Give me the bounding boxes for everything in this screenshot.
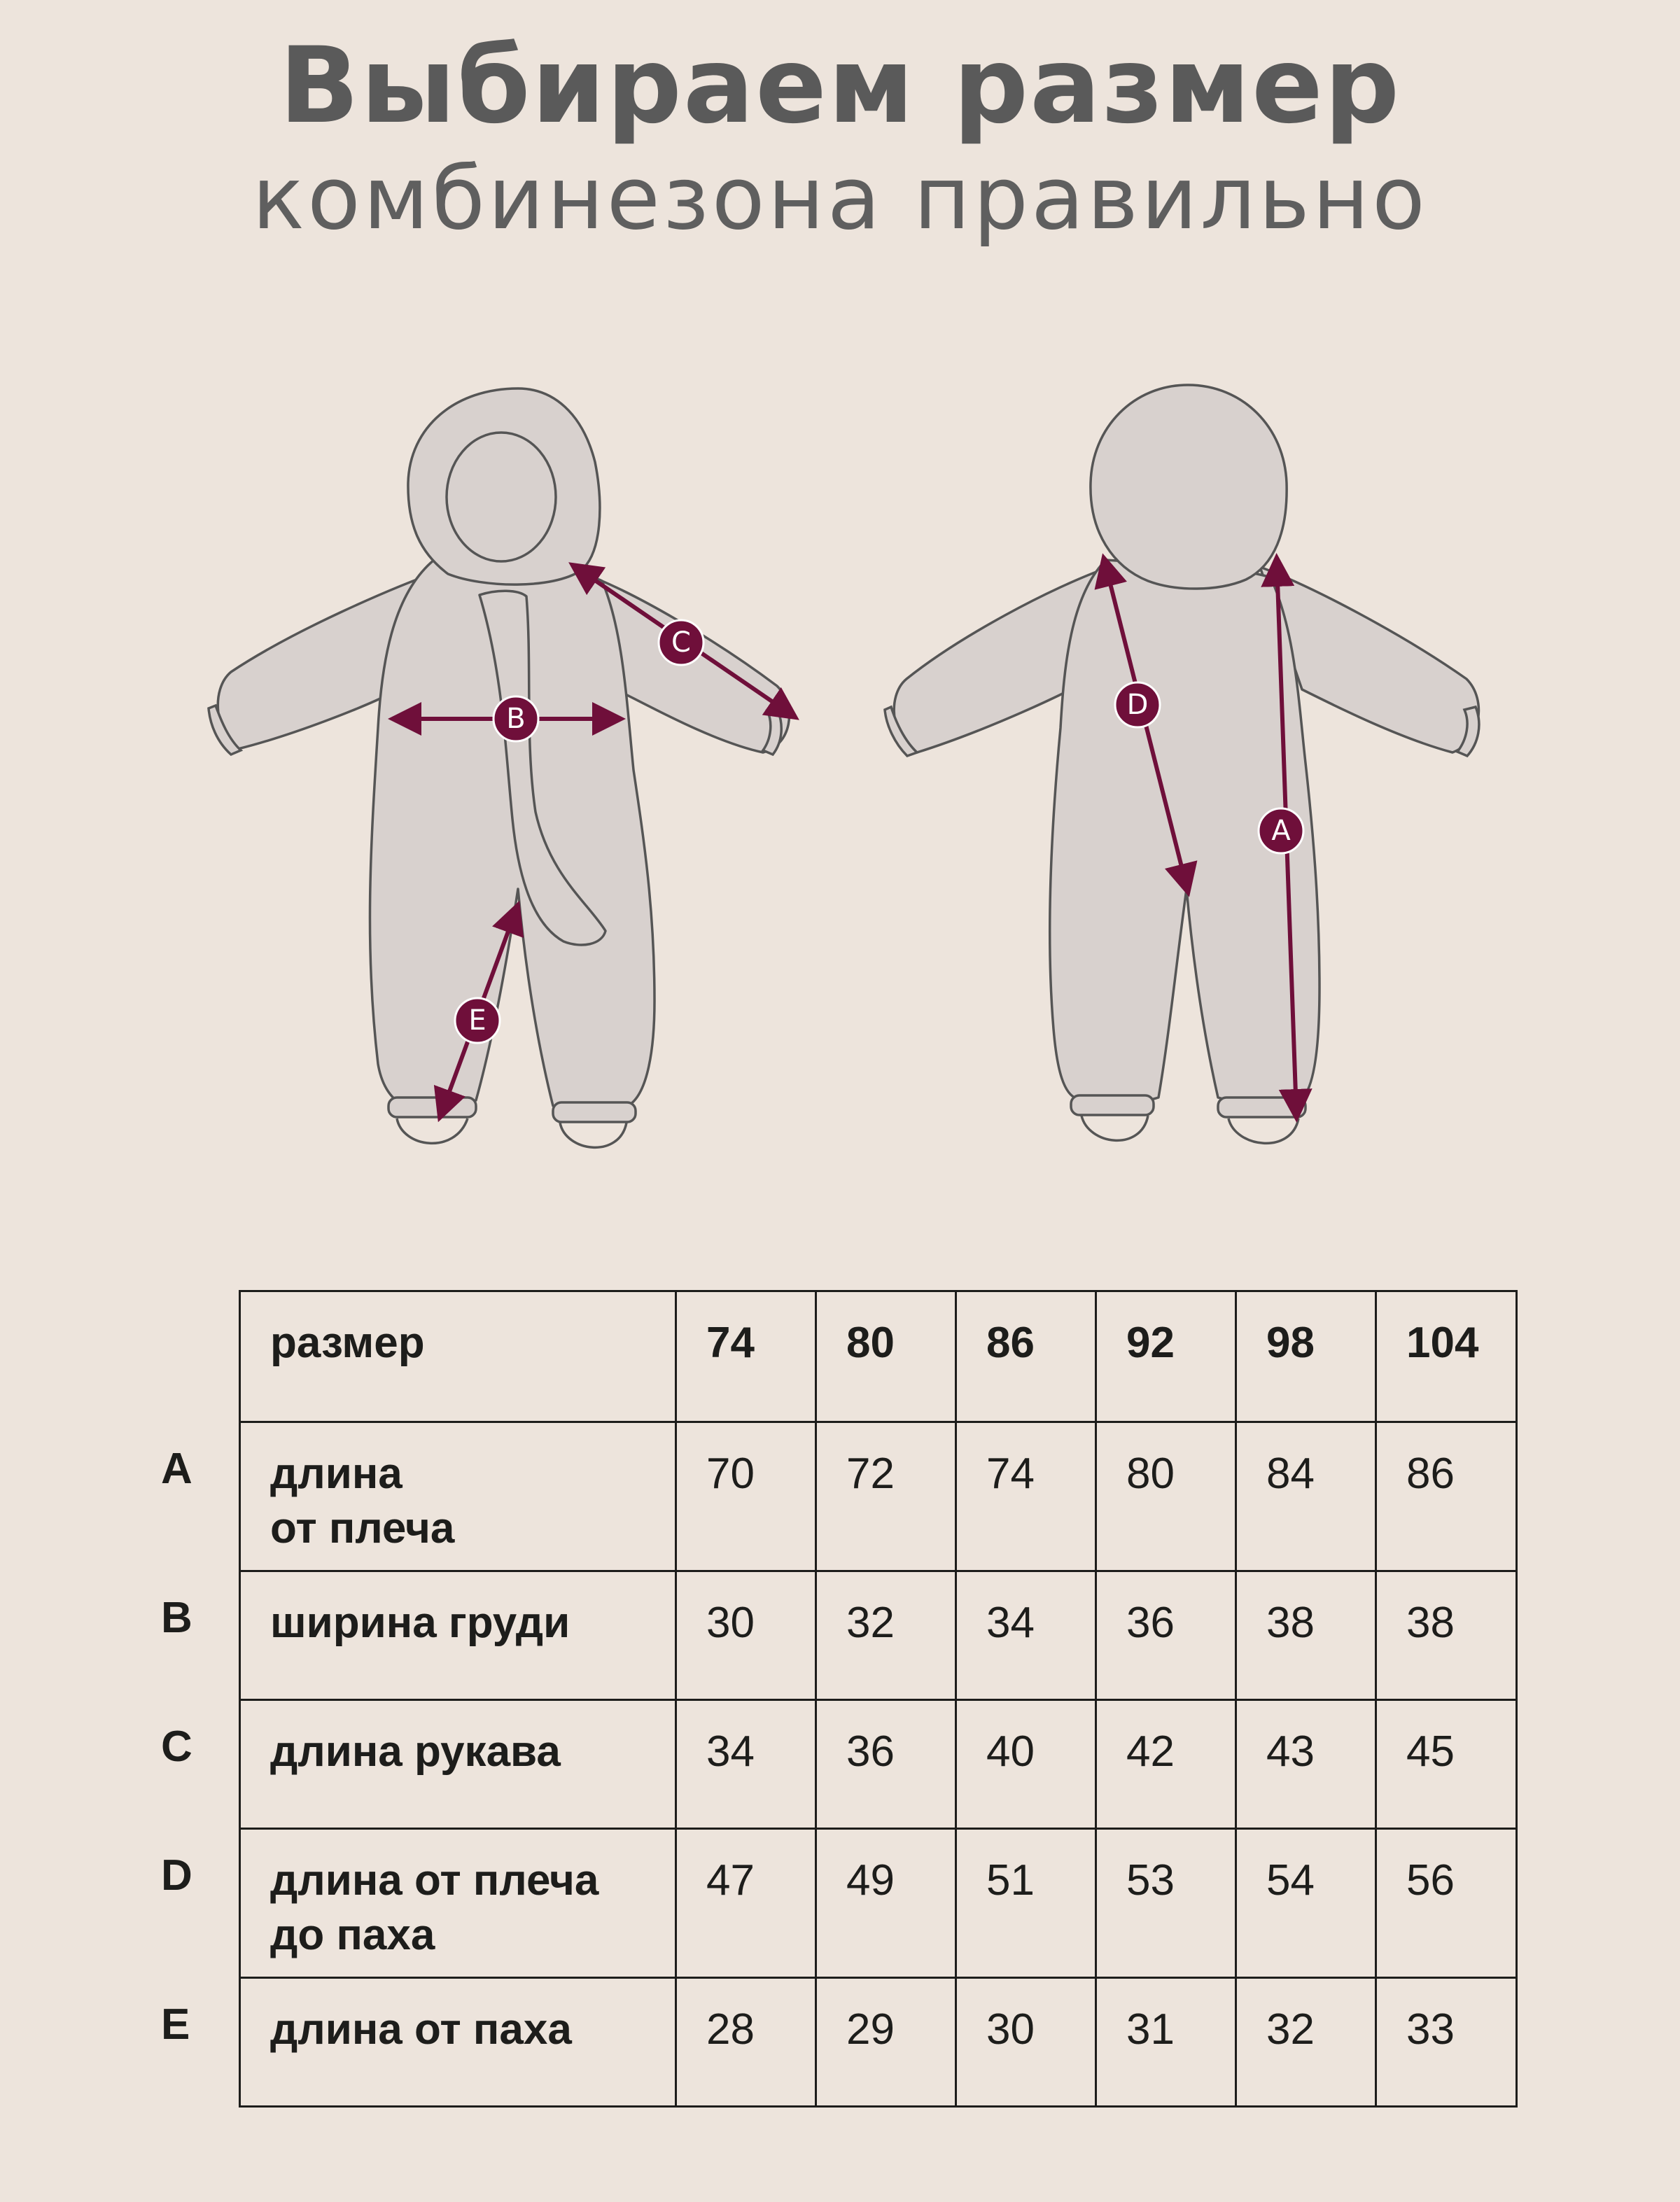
table-cell: 51 [956, 1829, 1096, 1978]
header-size: 104 [1376, 1291, 1517, 1422]
header-size: 80 [816, 1291, 956, 1422]
front-face-opening [447, 433, 556, 561]
back-jumpsuit [885, 385, 1479, 1143]
table-cell: 30 [956, 1978, 1096, 2107]
table-cell: 36 [816, 1700, 956, 1829]
header-size: 86 [956, 1291, 1096, 1422]
row-letter-e: E [161, 2000, 190, 2049]
row-letter-d: D [161, 1851, 192, 1900]
svg-text:A: A [1271, 815, 1291, 847]
row-label: длина от паха [240, 1978, 676, 2107]
row-letter-c: C [161, 1723, 192, 1771]
back-left-foot-strap [1082, 1116, 1148, 1140]
table-row [240, 1829, 1517, 1978]
table-cell: 80 [1096, 1422, 1236, 1571]
row-label: ширина груди [240, 1571, 676, 1700]
table-cell: 32 [1236, 1978, 1376, 2107]
table-cell: 43 [1236, 1700, 1376, 1829]
size-table [239, 1290, 1518, 2108]
front-right-ankle-cuff [553, 1102, 636, 1122]
header-label: размер [240, 1291, 676, 1422]
table-cell: 29 [816, 1978, 956, 2107]
table-cell: 74 [956, 1422, 1096, 1571]
marker-e [455, 998, 500, 1043]
table-header-row [240, 1291, 1517, 1422]
row-label: длина рукава [240, 1700, 676, 1829]
svg-text:B: B [506, 703, 526, 735]
table-cell: 42 [1096, 1700, 1236, 1829]
back-right-ankle-cuff [1218, 1098, 1306, 1117]
front-left-ankle-cuff [388, 1098, 476, 1117]
marker-d [1115, 682, 1160, 727]
table-cell: 38 [1236, 1571, 1376, 1700]
table-cell: 28 [676, 1978, 816, 2107]
marker-b [493, 696, 538, 741]
row-letter-a: A [161, 1445, 192, 1493]
table-cell: 47 [676, 1829, 816, 1978]
table-cell: 54 [1236, 1829, 1376, 1978]
header-size: 92 [1096, 1291, 1236, 1422]
table-cell: 40 [956, 1700, 1096, 1829]
back-left-ankle-cuff [1071, 1095, 1154, 1115]
table-row [240, 1422, 1517, 1571]
header-size: 74 [676, 1291, 816, 1422]
table-cell: 38 [1376, 1571, 1517, 1700]
back-hood [1091, 385, 1287, 589]
table-cell: 56 [1376, 1829, 1517, 1978]
svg-text:C: C [671, 626, 691, 659]
front-right-foot-strap [560, 1123, 626, 1147]
table-cell: 84 [1236, 1422, 1376, 1571]
table-cell: 34 [956, 1571, 1096, 1700]
table-cell: 72 [816, 1422, 956, 1571]
header-size: 98 [1236, 1291, 1376, 1422]
table-cell: 49 [816, 1829, 956, 1978]
page-title: Выбираем размер [279, 25, 1401, 147]
table-cell: 31 [1096, 1978, 1236, 2107]
table-row [240, 1571, 1517, 1700]
table-cell: 30 [676, 1571, 816, 1700]
table-cell: 53 [1096, 1829, 1236, 1978]
front-jumpsuit [209, 388, 792, 1147]
table-cell: 45 [1376, 1700, 1517, 1829]
table-cell: 34 [676, 1700, 816, 1829]
table-row [240, 1700, 1517, 1829]
table-cell: 70 [676, 1422, 816, 1571]
table-row [240, 1978, 1517, 2107]
svg-text:E: E [468, 1004, 486, 1037]
page-subtitle: комбинезона правильно [252, 148, 1428, 249]
table-cell: 86 [1376, 1422, 1517, 1571]
table-cell: 33 [1376, 1978, 1517, 2107]
table-cell: 32 [816, 1571, 956, 1700]
table-cell: 36 [1096, 1571, 1236, 1700]
row-letter-b: B [161, 1594, 192, 1642]
marker-c [659, 620, 704, 665]
front-left-foot-strap [397, 1118, 468, 1143]
row-label: длина от плеча [240, 1422, 676, 1571]
svg-text:D: D [1126, 689, 1149, 721]
marker-a [1259, 808, 1303, 853]
back-right-foot-strap [1228, 1118, 1298, 1143]
row-label: длина от плеча до паха [240, 1829, 676, 1978]
